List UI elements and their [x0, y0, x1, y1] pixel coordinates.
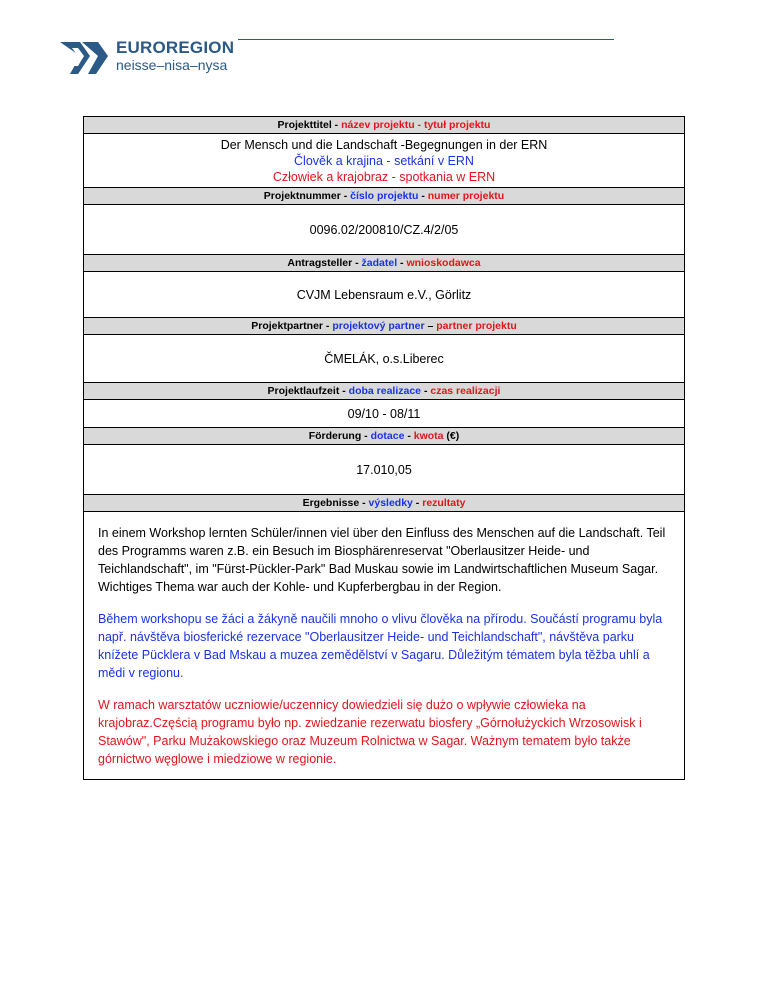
duration-value: 09/10 - 08/11 — [84, 400, 684, 428]
label-cz: dotace — [370, 430, 405, 442]
label-sep: - — [418, 190, 428, 202]
project-title-header — [84, 117, 684, 134]
project-table — [83, 116, 685, 780]
label-pl: wnioskodawca — [406, 257, 481, 269]
project-title-de: Der Mensch und die Landschaft -Begegnungen in der ERN — [220, 138, 548, 152]
euroregion-logo — [60, 38, 240, 78]
label-sep: - — [412, 497, 423, 509]
applicant-header — [84, 255, 684, 272]
duration-header — [84, 383, 684, 400]
label-sep: – — [424, 320, 437, 332]
euroregion-emblem-icon — [60, 38, 112, 78]
label-sep: - — [404, 430, 414, 442]
logo-title: EUROREGION — [116, 38, 235, 57]
label-de: Projekttitel - — [277, 119, 342, 131]
label-pl: kwota — [413, 430, 444, 442]
project-title-cz: Člověk a krajina - setkání v ERN — [294, 154, 474, 168]
results-text-cz: Během workshopu se žáci a žákyně naučili mnoho o vlivu člověka na přírodu. Součástí programu byla např. návštěva biosferické rezervace "Oberlausitzer Heide- und Teichlandschaft", návštěva parku knížete Pücklera v Bad Mskau a muzea zemědělství v Sagaru. Důležitým tématem byla těžba uhlí a mědi v regionu. — [98, 612, 663, 680]
results-text-pl: W ramach warsztatów uczniowie/uczennicy dowiedzieli się dużo o wpływie człowieka na krajobraz.Częścią programu było np. zwiedzanie rezerwatu biosfery „Górnołużyckich Wrzosowisk i Stawów", Parku Mużakowskiego oraz Muzeum Rolnictwa w Sagar. Ważnym tematem było także górnictwo węglowe i miedziowe w regionie. — [98, 698, 642, 766]
label-de: Projektpartner - — [251, 320, 333, 332]
label-cz: výsledky — [368, 497, 413, 509]
partner-header — [84, 318, 684, 335]
label-cz: doba realizace — [348, 385, 422, 397]
results-header — [84, 495, 684, 512]
label-de: Antragsteller - — [287, 257, 362, 269]
label-pl: numer projektu — [427, 190, 505, 202]
label-de: Ergebnisse - — [302, 497, 369, 509]
label-pl: partner projektu — [436, 320, 517, 332]
project-title-value — [84, 134, 684, 188]
label-sep: - — [421, 385, 431, 397]
label-sep: - — [397, 257, 407, 269]
label-de: Projektlaufzeit - — [267, 385, 349, 397]
label-cz: číslo projektu — [350, 190, 419, 202]
label-de: Projektnummer - — [263, 190, 351, 202]
project-number-header — [84, 188, 684, 205]
results-text-de: In einem Workshop lernten Schüler/innen viel über den Einfluss des Menschen auf die Landschaft. Teil des Programms waren z.B. ein Besuch im Biosphärenreservat "Oberlausitzer Heide- und Teichlandschaft", im "Fürst-Pückler-Park" Bad Muskau sowie im Landwirtschaftlichen Museum Sagar. Wichtiges Thema war auch der Kohle- und Kupferbergbau in der Region. — [98, 526, 666, 594]
results-value — [84, 512, 684, 779]
applicant-value: CVJM Lebensraum e.V., Görlitz — [84, 272, 684, 318]
funding-header — [84, 428, 684, 445]
label-end: (€) — [443, 430, 460, 442]
header-rule — [238, 39, 614, 40]
logo-subtitle: neisse–nisa–nysa — [116, 57, 228, 73]
label-pl: tytuł projektu — [423, 119, 491, 131]
label-pl: rezultaty — [422, 497, 466, 509]
funding-value: 17.010,05 — [84, 445, 684, 495]
label-cz: název projektu - — [341, 119, 424, 131]
label-de: Förderung - — [308, 430, 371, 442]
project-number-value: 0096.02/200810/CZ.4/2/05 — [84, 205, 684, 255]
project-title-pl: Człowiek a krajobraz - spotkania w ERN — [272, 170, 496, 184]
label-cz: projektový partner — [332, 320, 425, 332]
label-cz: žadatel — [361, 257, 398, 269]
label-pl: czas realizacji — [430, 385, 501, 397]
partner-value: ČMELÁK, o.s.Liberec — [84, 335, 684, 383]
